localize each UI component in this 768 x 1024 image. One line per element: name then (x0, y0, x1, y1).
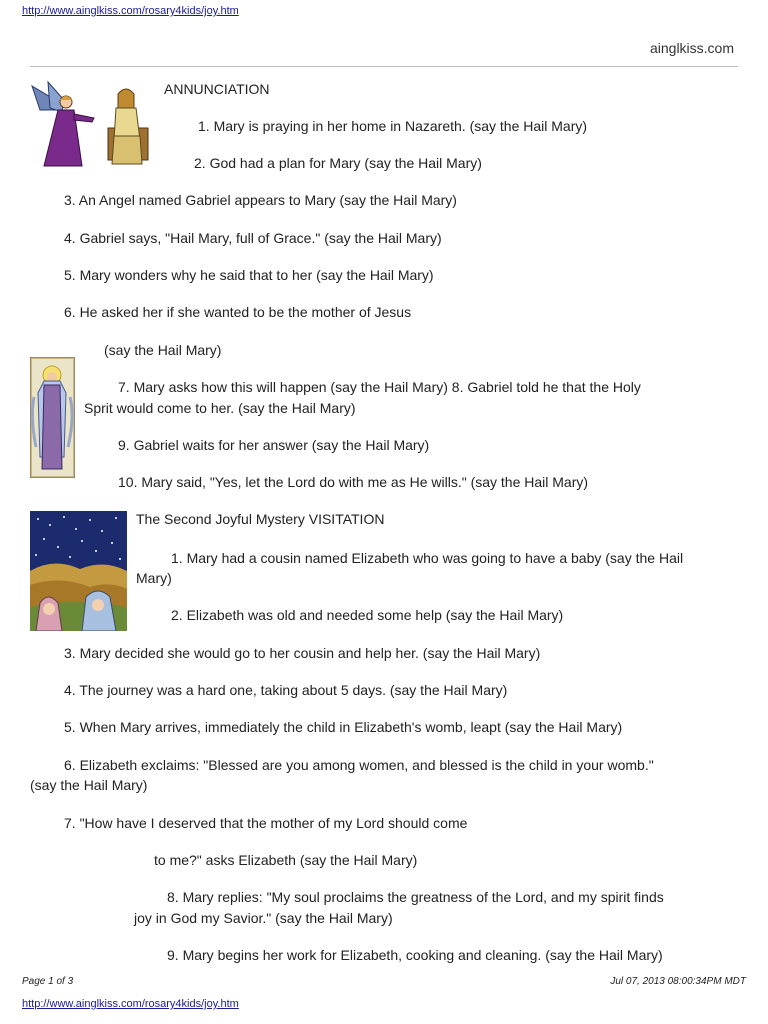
text-line: Sprit would come to her. (say the Hail Mary) (84, 400, 356, 416)
bottom-url-link[interactable]: http://www.ainglkiss.com/rosary4kids/joy.htm (22, 998, 239, 1010)
annunciation-illustration (30, 80, 152, 172)
text-line: 5. When Mary arrives, immediately the child in Elizabeth's womb, leapt (say the Hail Mary) (64, 719, 623, 735)
text-line: 7. "How have I deserved that the mother of my Lord should come (64, 815, 468, 831)
text-line: 10. Mary said, "Yes, let the Lord do with me as He wills." (say the Hail Mary) (118, 474, 589, 490)
text-line: 2. God had a plan for Mary (say the Hail Mary) (194, 155, 482, 171)
text-line: (say the Hail Mary) (30, 777, 148, 793)
page-number: Page 1 of 3 (22, 976, 74, 987)
text-line: 9. Mary begins her work for Elizabeth, cooking and cleaning. (say the Hail Mary) (167, 947, 663, 963)
text-line: 6. Elizabeth exclaims: "Blessed are you among women, and blessed is the child in your womb." (64, 757, 654, 773)
header-divider (30, 66, 738, 67)
text-line: 8. Mary replies: "My soul proclaims the greatness of the Lord, and my spirit finds (167, 889, 664, 905)
text-line: 2. Elizabeth was old and needed some help (say the Hail Mary) (171, 607, 564, 623)
next-page-image-fragment (84, 1016, 114, 1024)
print-timestamp: Jul 07, 2013 08:00:34PM MDT (610, 976, 746, 987)
text-line: 6. He asked her if she wanted to be the mother of Jesus (64, 304, 412, 320)
site-name: ainglkiss.com (649, 40, 734, 56)
text-line: 7. Mary asks how this will happen (say the Hail Mary) 8. Gabriel told he that the Holy (118, 379, 641, 395)
text-line: 3. Mary decided she would go to her cousin and help her. (say the Hail Mary) (64, 645, 541, 661)
mystery-title-visitation: The Second Joyful Mystery VISITATION (136, 511, 385, 527)
text-line: (say the Hail Mary) (104, 342, 222, 358)
text-line: Mary) (136, 570, 172, 586)
visitation-illustration (30, 511, 127, 631)
text-line: 1. Mary is praying in her home in Nazareth. (say the Hail Mary) (198, 118, 588, 134)
text-line: 5. Mary wonders why he said that to her (say the Hail Mary) (64, 267, 434, 283)
text-line: to me?" asks Elizabeth (say the Hail Mary) (154, 852, 418, 868)
text-line: 9. Gabriel waits for her answer (say the Hail Mary) (118, 437, 430, 453)
top-url-link[interactable]: http://www.ainglkiss.com/rosary4kids/joy.htm (22, 5, 239, 17)
mystery-title-annunciation: ANNUNCIATION (164, 81, 270, 97)
text-line: 3. An Angel named Gabriel appears to Mary (say the Hail Mary) (64, 192, 457, 208)
text-line: 1. Mary had a cousin named Elizabeth who was going to have a baby (say the Hail (171, 550, 684, 566)
text-line: 4. The journey was a hard one, taking about 5 days. (say the Hail Mary) (64, 682, 508, 698)
mary-illustration (30, 357, 75, 478)
text-line: joy in God my Savior." (say the Hail Mary) (134, 910, 393, 926)
text-line: 4. Gabriel says, "Hail Mary, full of Grace." (say the Hail Mary) (64, 230, 442, 246)
